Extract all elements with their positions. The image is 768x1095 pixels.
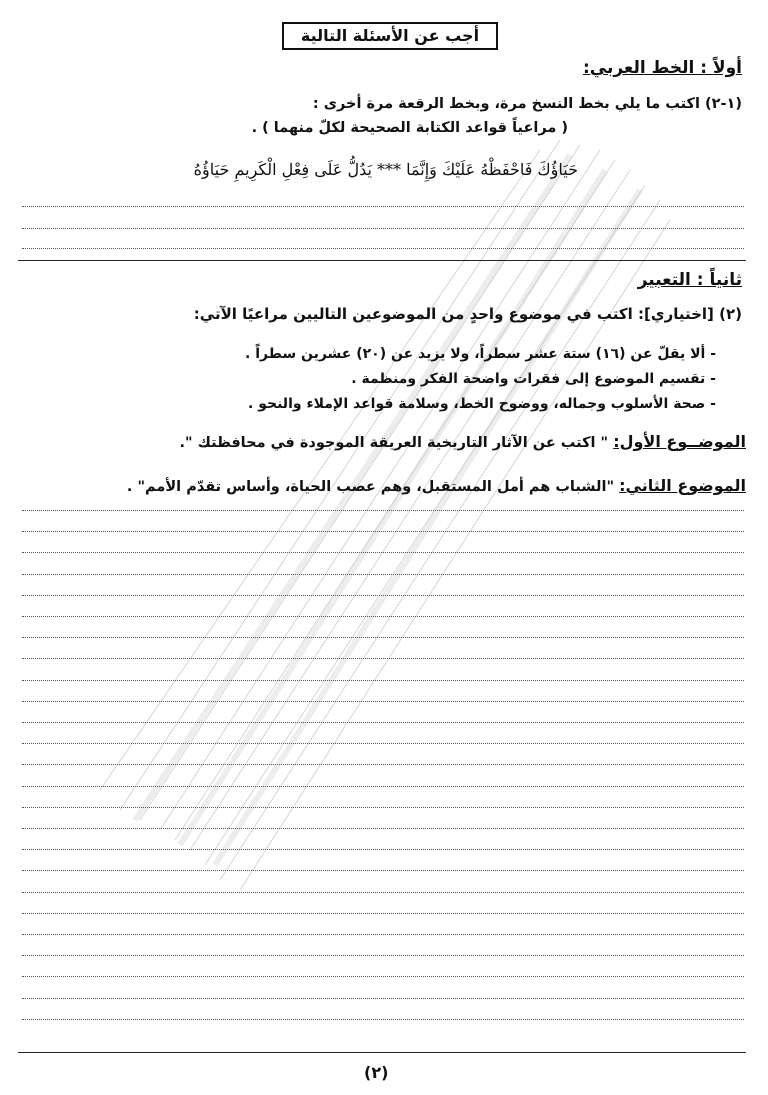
writing-line bbox=[22, 870, 744, 871]
writing-line bbox=[22, 807, 744, 808]
writing-line bbox=[22, 637, 744, 638]
writing-line bbox=[22, 764, 744, 765]
section-divider bbox=[18, 260, 746, 261]
footer-divider bbox=[18, 1052, 746, 1053]
writing-line bbox=[22, 701, 744, 702]
page-number: (٢) bbox=[364, 1063, 389, 1082]
topic2 bbox=[127, 476, 746, 495]
writing-line bbox=[22, 228, 744, 229]
writing-line bbox=[22, 574, 744, 575]
criteria-item: - صحة الأسلوب وجماله، ووضوح الخط، وسلامة قواعد الإملاء والنحو . bbox=[248, 396, 716, 412]
criteria-item: - ألا يقلّ عن (١٦) ستة عشر سطراً، ولا يزيد عن (٢٠) عشرين سطراً . bbox=[245, 346, 716, 362]
topic2-text: "الشباب هم أمل المستقبل، وهم عصب الحياة، وأساس تقدّم الأمم" . bbox=[126, 479, 615, 495]
writing-line bbox=[22, 206, 744, 207]
question1-line2: ( مراعياً قواعد الكتابة الصحيحة لكلّ منهما ) . bbox=[251, 120, 568, 136]
writing-line bbox=[22, 531, 744, 532]
writing-line bbox=[22, 934, 744, 935]
section1-heading: أولاً : الخط العربي: bbox=[582, 58, 742, 78]
topic1-text: " اكتب عن الآثار التاريخية العريقة الموجودة في محافظتك ". bbox=[179, 435, 609, 451]
writing-line bbox=[22, 743, 744, 744]
writing-line bbox=[22, 786, 744, 787]
topic2-label: الموضوع الثاني: bbox=[619, 476, 746, 495]
question1-line1: (١-٢) اكتب ما يلي بخط النسخ مرة، وبخط الرقعة مرة أخرى : bbox=[312, 96, 742, 112]
writing-line bbox=[22, 913, 744, 914]
question2-text: (٢) [اختياري]: اكتب في موضوع واحدٍ من الموضوعين التاليين مراعيًا الآتي: bbox=[193, 305, 742, 323]
writing-line bbox=[22, 616, 744, 617]
writing-line bbox=[22, 1019, 744, 1020]
section2-heading: ثانياً : التعبير bbox=[637, 270, 742, 290]
writing-line bbox=[22, 998, 744, 999]
writing-line bbox=[22, 595, 744, 596]
writing-line bbox=[22, 722, 744, 723]
writing-line bbox=[22, 510, 744, 511]
writing-line bbox=[22, 976, 744, 977]
writing-line bbox=[22, 552, 744, 553]
writing-line bbox=[22, 828, 744, 829]
writing-line bbox=[22, 248, 744, 249]
writing-line bbox=[22, 955, 744, 956]
poetry-verse: حَيَاؤُكَ فَاحْفَظْهُ عَلَيْكَ وَإِنَّمَا *** يَدُلُّ عَلَى فِعْلِ الْكَرِيمِ حَيَاؤُهُ bbox=[193, 160, 578, 179]
topic1 bbox=[180, 432, 746, 451]
criteria-item: - تقسيم الموضوع إلى فقرات واضحة الفكر ومنظمة . bbox=[351, 371, 716, 387]
writing-line bbox=[22, 892, 744, 893]
page-title: أجب عن الأسئلة التالية bbox=[282, 22, 498, 50]
topic1-label: الموضــوع الأول: bbox=[613, 432, 746, 451]
writing-line bbox=[22, 680, 744, 681]
writing-line bbox=[22, 658, 744, 659]
writing-line bbox=[22, 849, 744, 850]
